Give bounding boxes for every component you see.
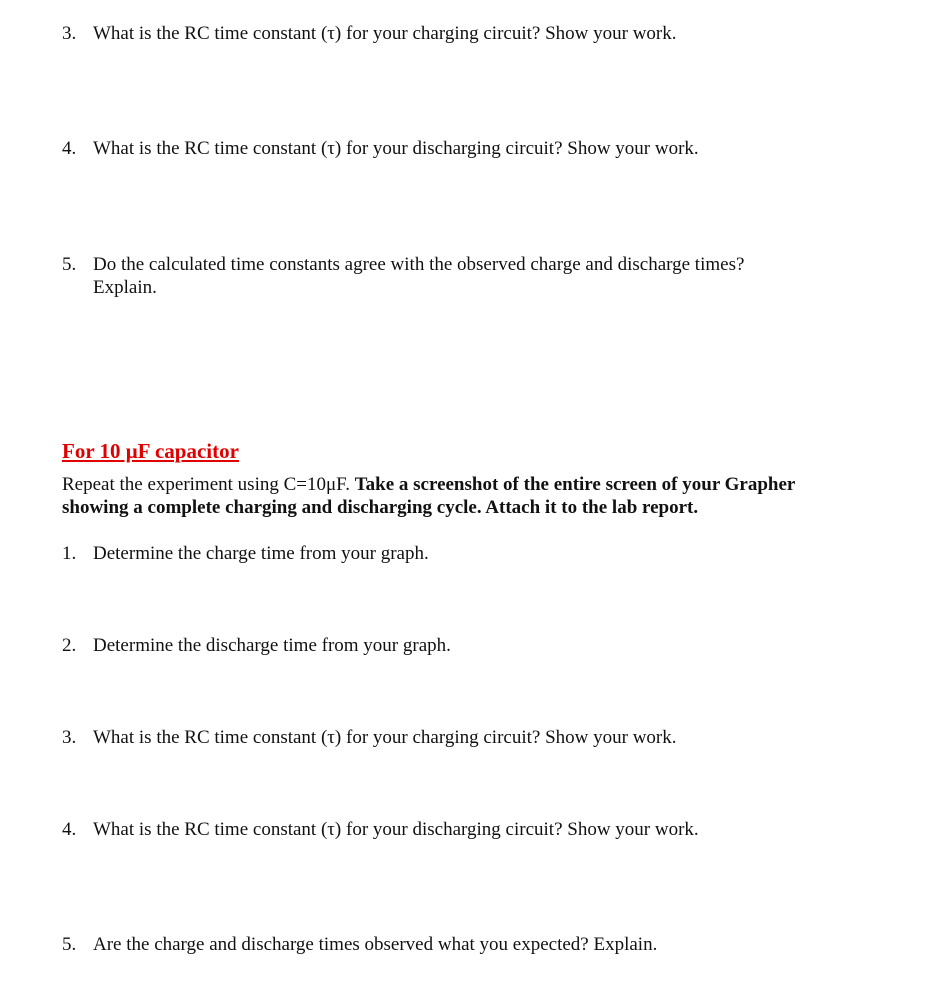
- question-text: What is the RC time constant (τ) for your charging circuit? Show your work.: [93, 727, 677, 748]
- question-number: 2.: [62, 635, 77, 656]
- question-5-agreement: [62, 253, 862, 299]
- question-4-discharging-tau-10uf: [62, 818, 862, 841]
- section-heading-10uf: For 10 μF capacitor: [62, 439, 239, 463]
- question-number: 3.: [62, 23, 77, 44]
- question-1-charge-time: [62, 542, 862, 565]
- question-text: Are the charge and discharge times observed what you expected? Explain.: [93, 934, 658, 955]
- question-5-expected: [62, 933, 862, 956]
- question-number: 5.: [62, 934, 77, 955]
- question-number: 1.: [62, 543, 77, 564]
- question-number: 5.: [62, 254, 77, 275]
- question-number: 4.: [62, 819, 77, 840]
- question-number: 4.: [62, 138, 77, 159]
- question-text: What is the RC time constant (τ) for your discharging circuit? Show your work.: [93, 819, 699, 840]
- question-text-line1: Do the calculated time constants agree with the observed charge and discharge times?: [93, 254, 745, 275]
- question-3-charging-tau-10uf: [62, 726, 862, 749]
- question-4-discharging-tau: [62, 137, 862, 160]
- question-text-line2: Explain.: [93, 277, 157, 298]
- question-text: Determine the discharge time from your graph.: [93, 635, 451, 656]
- section-intro: [62, 473, 862, 519]
- question-2-discharge-time: [62, 634, 862, 657]
- question-text: What is the RC time constant (τ) for your charging circuit? Show your work.: [93, 23, 677, 44]
- question-number: 3.: [62, 727, 77, 748]
- question-text: What is the RC time constant (τ) for your discharging circuit? Show your work.: [93, 138, 699, 159]
- intro-plain-text: Repeat the experiment using C=10μF.: [62, 474, 355, 495]
- intro-bold-text: Take a screenshot of the entire screen of your Grapher showing a complete charging and discharging cycle. Attach it to the lab report.: [62, 474, 796, 518]
- question-text: Determine the charge time from your graph.: [93, 543, 429, 564]
- question-3-charging-tau: [62, 22, 862, 45]
